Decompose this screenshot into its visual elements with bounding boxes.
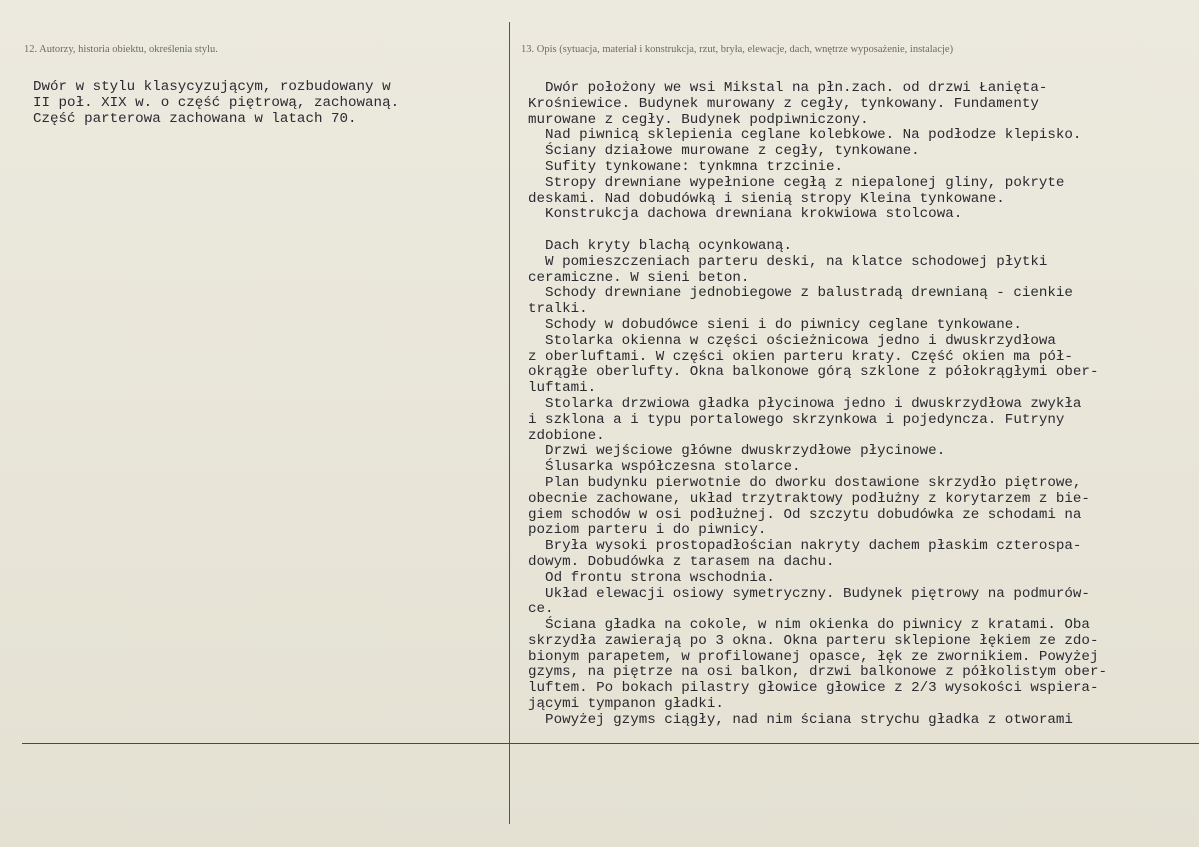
typed-line: tralki. bbox=[511, 301, 588, 318]
typed-line: Konstrukcja dachowa drewniana krokwiowa stolcowa. bbox=[511, 206, 963, 223]
typed-line: murowane z cegły. Budynek podpiwniczony. bbox=[511, 111, 869, 128]
typed-line: II poł. XIX w. o część piętrową, zachowaną. bbox=[33, 94, 400, 111]
typed-line: Krośniewice. Budynek murowany z cegły, tynkowany. Fundamenty bbox=[511, 95, 1039, 112]
typed-line: bionym parapetem, w profilowanej opasce, łęk ze zwornikiem. Powyżej bbox=[511, 648, 1099, 665]
typed-line: z oberluftami. W części okien parteru kraty. Część okien ma pół- bbox=[511, 348, 1073, 365]
typed-line: Układ elewacji osiowy symetryczny. Budynek piętrowy na podmurów- bbox=[511, 585, 1090, 602]
typed-line: Schody drewniane jednobiegowe z balustradą drewnianą - cienkie bbox=[511, 285, 1073, 302]
typed-line: Ściana gładka na cokole, w nim okienka do piwnicy z kratami. Oba bbox=[511, 617, 1090, 634]
typed-line: W pomieszczeniach parteru deski, na klatce schodowej płytki bbox=[511, 253, 1048, 270]
typed-line: obecnie zachowane, układ trzytraktowy podłużny z korytarzem z bie- bbox=[511, 490, 1090, 507]
typed-line: giem schodów w osi podłużnej. Od szczytu dobudówka ze schodami na bbox=[511, 506, 1082, 523]
column-divider bbox=[509, 22, 510, 824]
typed-line: Schody w dobudówce sieni i do piwnicy ceglane tynkowane. bbox=[511, 316, 1022, 333]
typed-line: Dach kryty blachą ocynkowaną. bbox=[511, 237, 792, 254]
typed-line: Część parterowa zachowana w latach 70. bbox=[33, 110, 357, 127]
typed-line: Stolarka okienna w części ościeżnicowa jedno i dwuskrzydłowa bbox=[511, 332, 1056, 349]
typed-line: poziom parteru i do piwnicy. bbox=[511, 522, 767, 539]
section-13-typed-text bbox=[511, 81, 1107, 729]
typed-line: Stolarka drzwiowa gładka płycinowa jedno i dwuskrzydłowa zwykła bbox=[511, 395, 1082, 412]
typed-line: Plan budynku pierwotnie do dworku dostawione skrzydło piętrowe, bbox=[511, 474, 1082, 491]
section-13-label: 13. Opis (sytuacja, materiał i konstrukcja, rzut, bryła, elewacje, dach, wnętrze wyposażenie, instalacje) bbox=[521, 44, 954, 55]
typed-line: Powyżej gzyms ciągły, nad nim ściana strychu gładka z otworami bbox=[511, 711, 1073, 728]
typed-line: Dwór położony we wsi Mikstal na płn.zach. od drzwi Łanięta- bbox=[511, 80, 1048, 96]
typed-line: Dwór w stylu klasycyzującym, rozbudowany w bbox=[33, 79, 391, 95]
typed-line: okrągłe oberlufty. Okna balkonowe górą szklone z półokrągłymi ober- bbox=[511, 364, 1099, 381]
typed-line: zdobione. bbox=[511, 427, 605, 444]
horizontal-rule bbox=[22, 743, 1199, 744]
typed-line: Ślusarka współczesna stolarce. bbox=[511, 459, 801, 476]
typed-line: jącymi tympanon gładki. bbox=[511, 696, 724, 713]
typed-line: Bryła wysoki prostopadłościan nakryty dachem płaskim czterospa- bbox=[511, 538, 1082, 555]
typed-line: Od frontu strona wschodnia. bbox=[511, 569, 775, 586]
typed-line: Drzwi wejściowe główne dwuskrzydłowe płycinowe. bbox=[511, 443, 946, 460]
typed-line: Stropy drewniane wypełnione cegłą z niepalonej gliny, pokryte bbox=[511, 174, 1065, 191]
typed-line: luftami. bbox=[511, 380, 597, 397]
typed-line: luftem. Po bokach pilastry głowice głowice z 2/3 wysokości wspiera- bbox=[511, 680, 1099, 697]
typed-line: i szklona a i typu portalowego skrzynkowa i pojedyncza. Futryny bbox=[511, 411, 1065, 428]
typed-line: Sufity tynkowane: tynkmna trzcinie. bbox=[511, 158, 844, 175]
typed-line: dowym. Dobudówka z tarasem na dachu. bbox=[511, 553, 835, 570]
section-12-typed-text bbox=[33, 80, 399, 127]
typed-line: Nad piwnicą sklepienia ceglane kolebkowe. Na podłodze klepisko. bbox=[511, 127, 1082, 144]
typed-line: gzyms, na piętrze na osi balkon, drzwi balkonowe z półkolistym ober- bbox=[511, 664, 1107, 681]
section-12-label: 12. Autorzy, historia obiektu, określenia stylu. bbox=[24, 44, 218, 55]
typed-line: skrzydła zawierają po 3 okna. Okna parteru sklepione łękiem ze zdo- bbox=[511, 632, 1099, 649]
typed-line: ce. bbox=[511, 601, 554, 618]
typed-line: deskami. Nad dobudówką i sienią stropy Kleina tynkowane. bbox=[511, 190, 1005, 207]
typed-line: ceramiczne. W sieni beton. bbox=[511, 269, 750, 286]
typed-line: Ściany działowe murowane z cegły, tynkowane. bbox=[511, 143, 920, 160]
